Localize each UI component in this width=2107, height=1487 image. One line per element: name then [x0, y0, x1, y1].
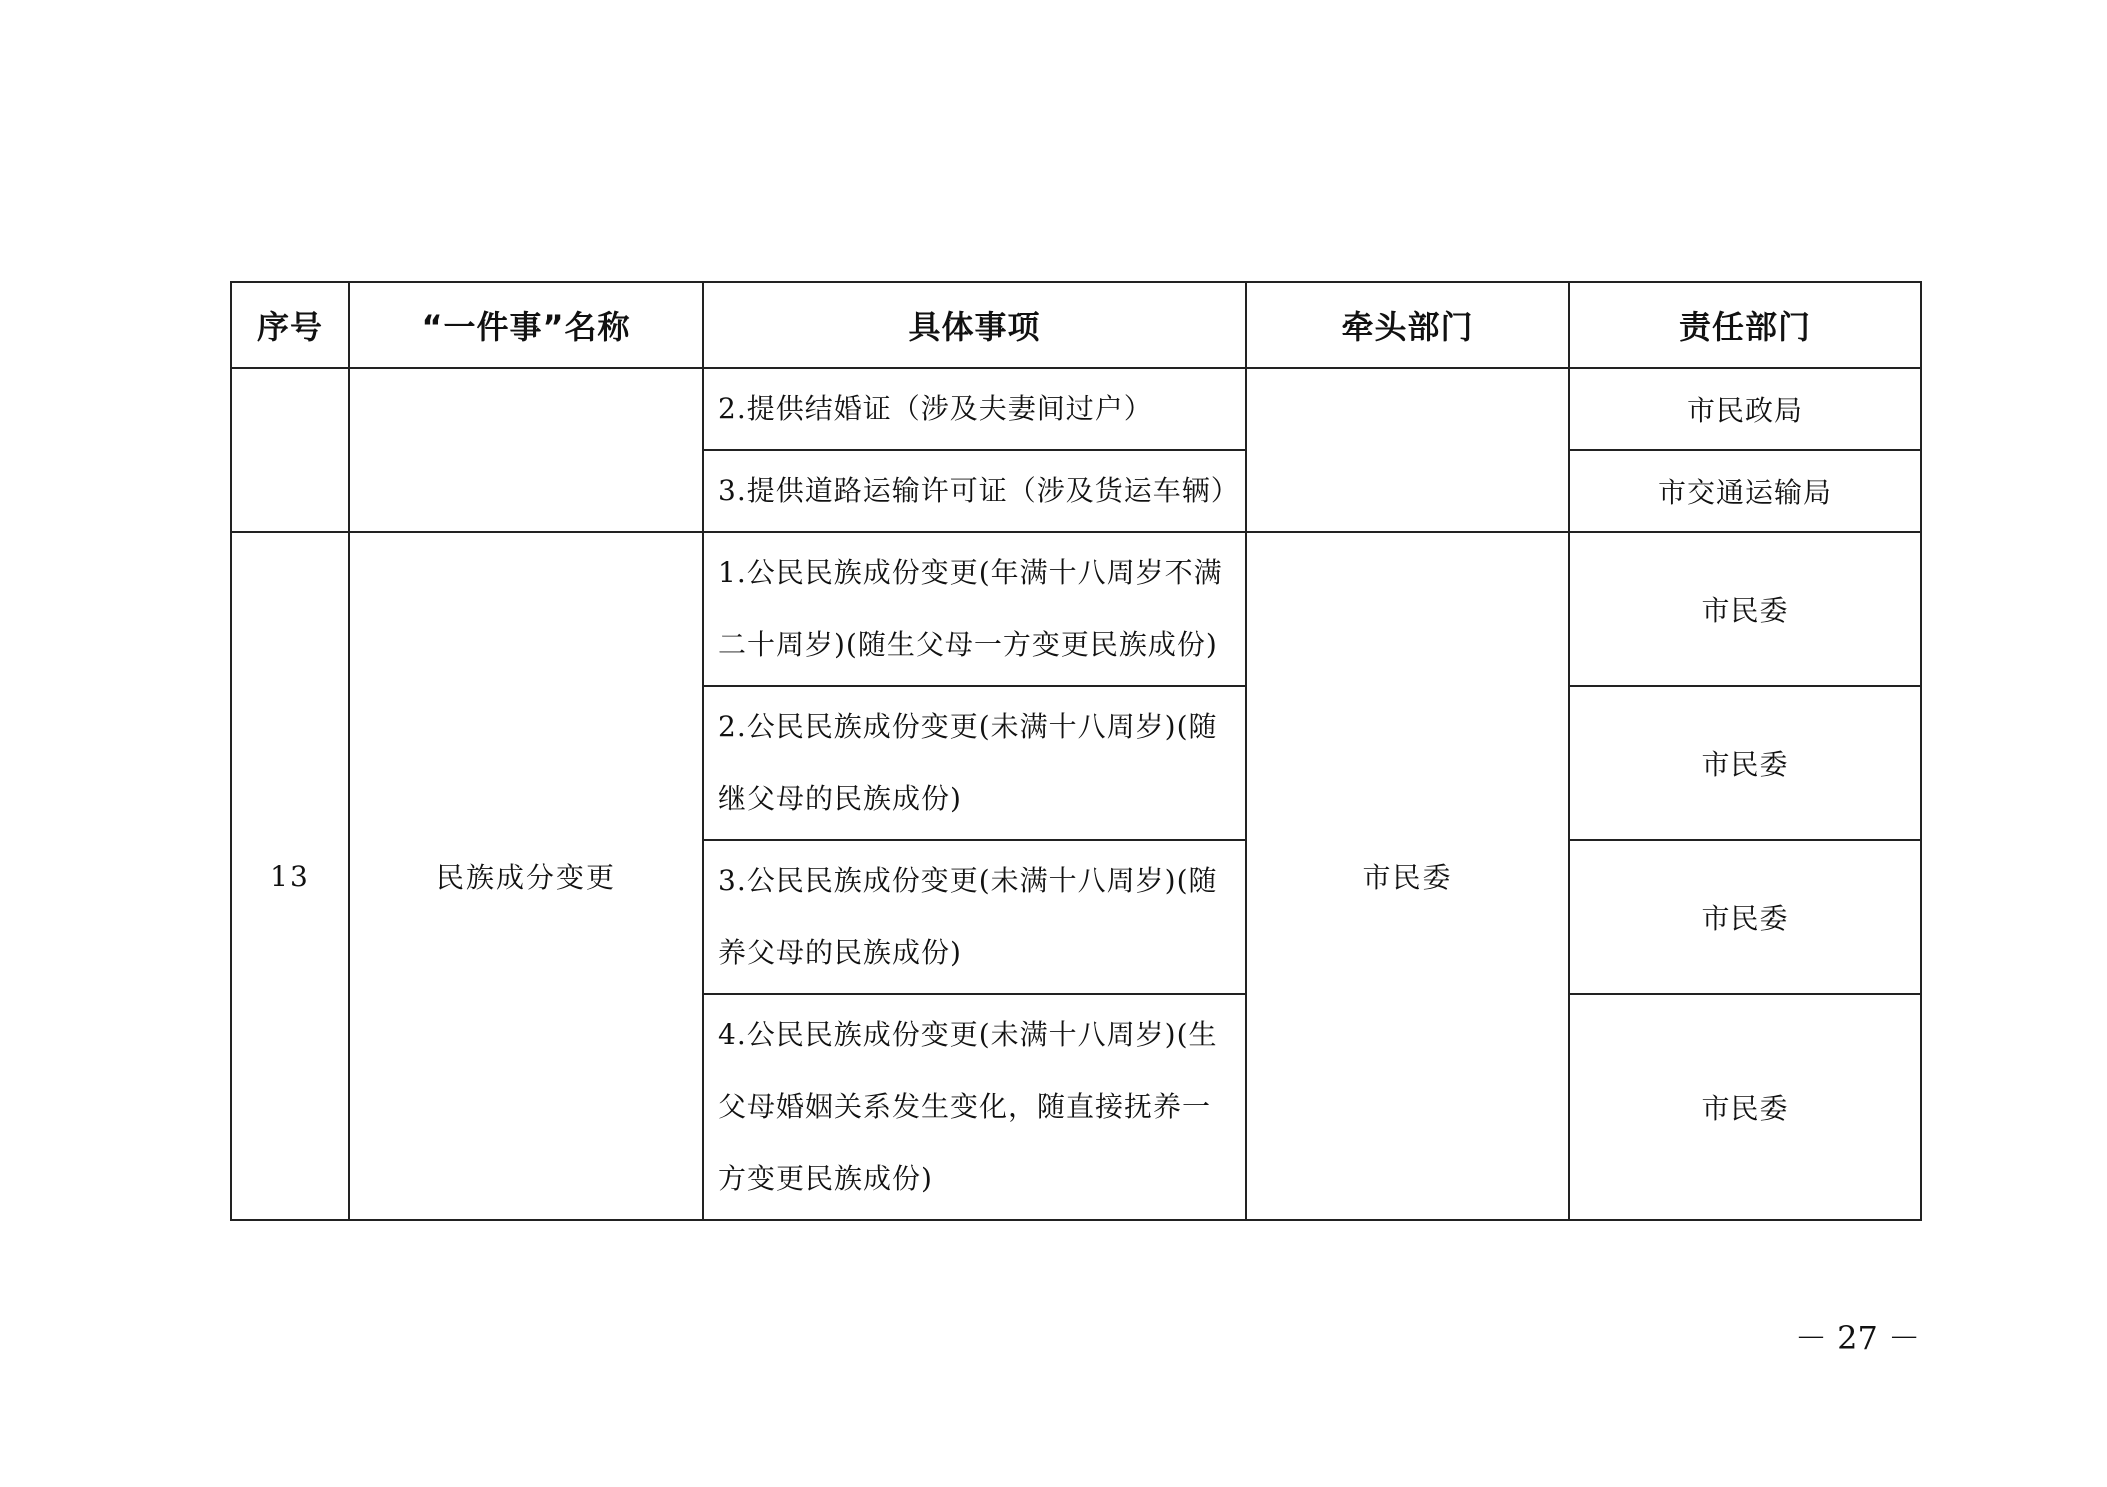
header-items: 具体事项: [703, 282, 1246, 368]
resp-dept-cell: 市民政局: [1569, 368, 1921, 450]
continued-seq-cell: [231, 368, 349, 532]
header-name: “一件事”名称: [349, 282, 703, 368]
name-cell: 民族成分变更: [349, 532, 703, 1220]
header-seq: 序号: [231, 282, 349, 368]
resp-dept-cell: 市交通运输局: [1569, 450, 1921, 532]
resp-dept-cell: 市民委: [1569, 532, 1921, 686]
item-cell: 3.公民民族成份变更(未满十八周岁)(随养父母的民族成份): [703, 840, 1246, 994]
item-cell: 2.提供结婚证（涉及夫妻间过户）: [703, 368, 1246, 450]
task-table: [230, 281, 1922, 1221]
header-lead-dept: 牵头部门: [1246, 282, 1569, 368]
table-row: [231, 532, 1921, 686]
item-cell: 2.公民民族成份变更(未满十八周岁)(随继父母的民族成份): [703, 686, 1246, 840]
item-cell: 4.公民民族成份变更(未满十八周岁)(生父母婚姻关系发生变化，随直接抚养一方变更民族成份): [703, 994, 1246, 1220]
continued-name-cell: [349, 368, 703, 532]
page-number: － 27 －: [1795, 1319, 1921, 1357]
item-cell: 3.提供道路运输许可证（涉及货运车辆）: [703, 450, 1246, 532]
table-row: [231, 368, 1921, 450]
header-resp-dept: 责任部门: [1569, 282, 1921, 368]
resp-dept-cell: 市民委: [1569, 840, 1921, 994]
lead-dept-cell: 市民委: [1246, 532, 1569, 1220]
continued-lead-cell: [1246, 368, 1569, 532]
resp-dept-cell: 市民委: [1569, 994, 1921, 1220]
seq-cell: 13: [231, 532, 349, 1220]
resp-dept-cell: 市民委: [1569, 686, 1921, 840]
table-header-row: [231, 282, 1921, 368]
item-cell: 1.公民民族成份变更(年满十八周岁不满二十周岁)(随生父母一方变更民族成份): [703, 532, 1246, 686]
